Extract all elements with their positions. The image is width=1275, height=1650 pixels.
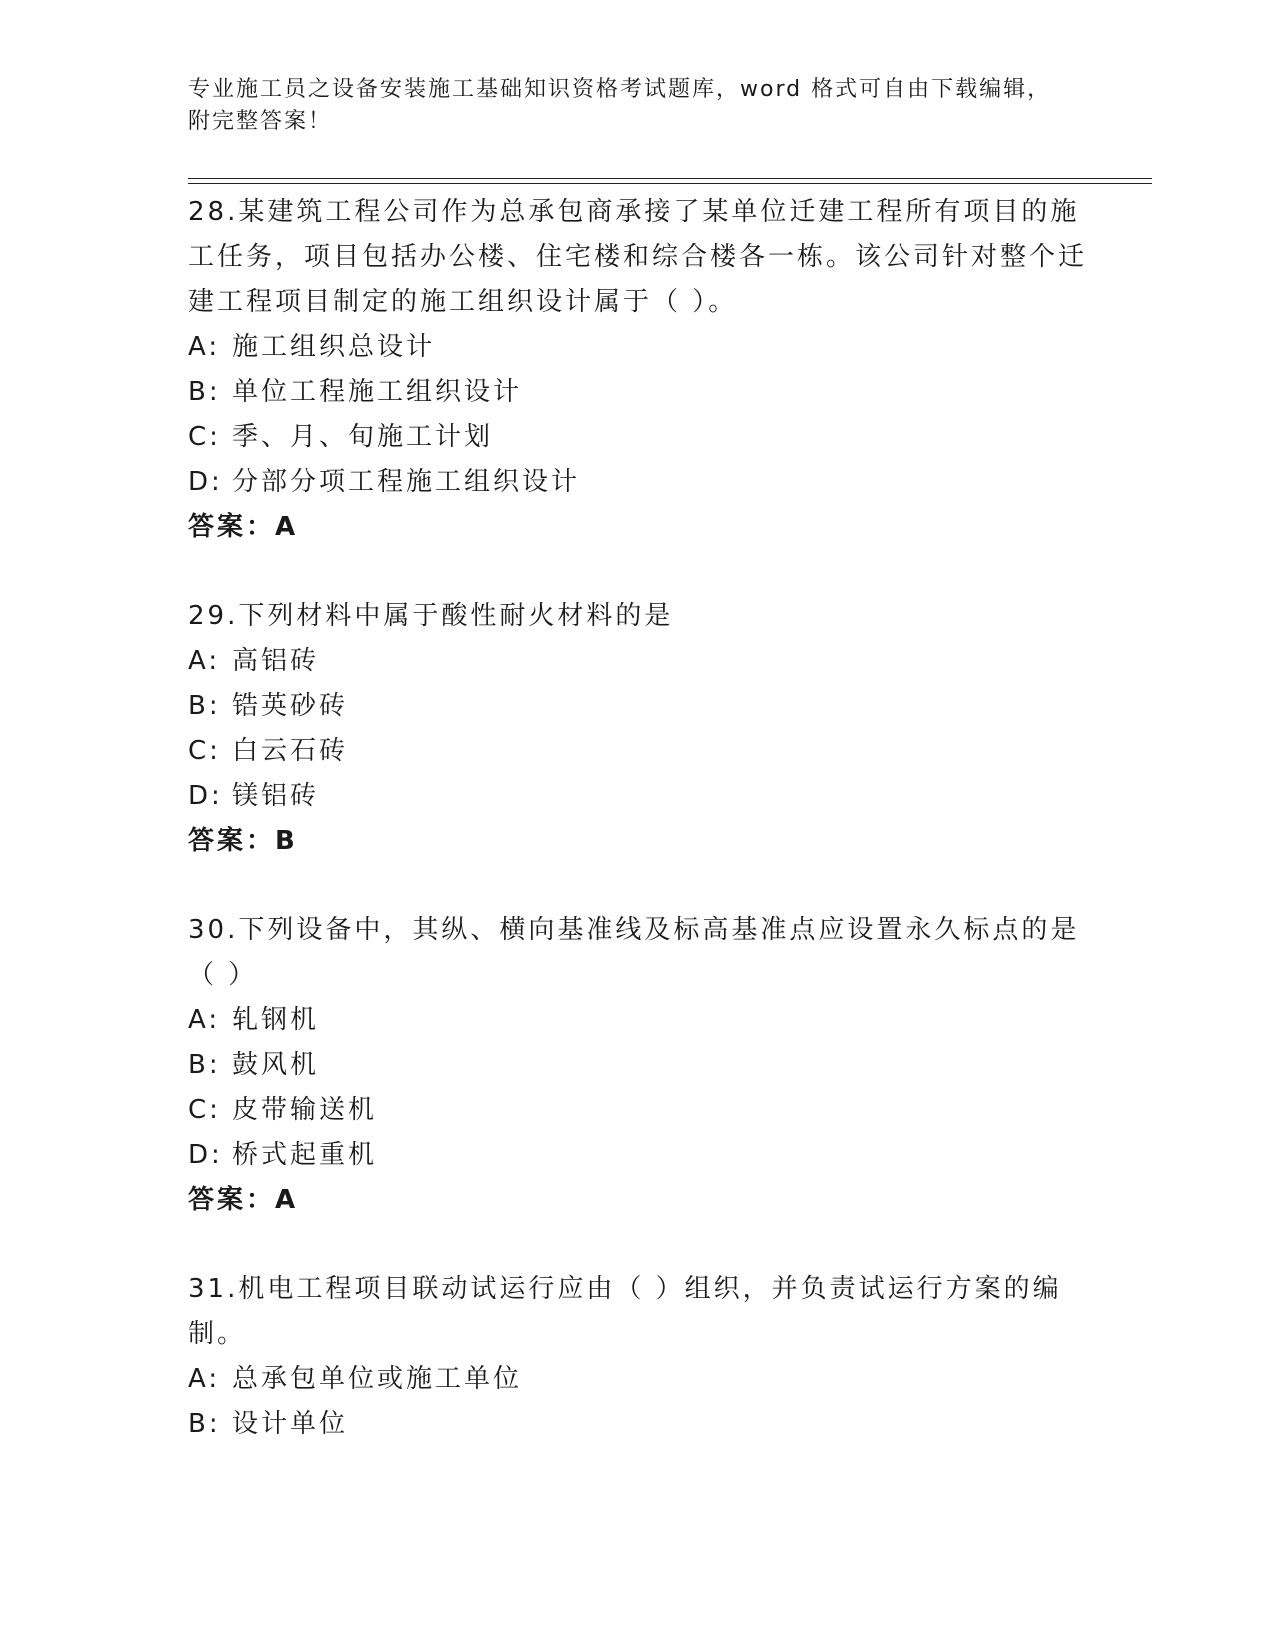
option-text: 季、月、旬施工计划: [232, 422, 494, 452]
question-29: [188, 594, 1088, 864]
option-key: B:: [188, 691, 221, 721]
question-stem: 28.某建筑工程公司作为总承包商承接了某单位迁建工程所有项目的施工任务，项目包括办公楼、住宅楼和综合楼各一栋。该公司针对整个迁建工程项目制定的施工组织设计属于（ ）。: [188, 197, 1088, 317]
answer-line: 答案：A: [188, 1185, 299, 1215]
option-b: [188, 684, 1088, 729]
question-stem: 30.下列设备中，其纵、横向基准线及标高基准点应设置永久标点的是（ ）: [188, 915, 1080, 990]
option-b: [188, 370, 1088, 415]
option-text: 桥式起重机: [232, 1140, 378, 1170]
option-b: [188, 1043, 1088, 1088]
question-30: [188, 908, 1088, 1223]
question-stem: 29.下列材料中属于酸性耐火材料的是: [188, 601, 674, 631]
option-text: 总承包单位或施工单位: [232, 1364, 523, 1394]
question-31: [188, 1267, 1088, 1447]
option-c: [188, 729, 1088, 774]
option-c: [188, 1088, 1088, 1133]
option-text: 单位工程施工组织设计: [232, 377, 523, 407]
option-key: A:: [188, 646, 221, 676]
option-key: A:: [188, 1364, 221, 1394]
option-key: A:: [188, 332, 221, 362]
option-key: B:: [188, 377, 221, 407]
option-key: D:: [188, 781, 223, 811]
option-text: 施工组织总设计: [232, 332, 436, 362]
option-key: C:: [188, 1095, 221, 1125]
option-d: [188, 1133, 1088, 1178]
option-key: B:: [188, 1409, 221, 1439]
option-key: C:: [188, 422, 221, 452]
answer-line: 答案：A: [188, 512, 299, 542]
option-text: 轧钢机: [232, 1005, 320, 1035]
header-divider-bottom: [188, 183, 1152, 184]
option-text: 白云石砖: [232, 736, 349, 766]
question-stem: 31.机电工程项目联动试运行应由（ ）组织，并负责试运行方案的编制。: [188, 1274, 1062, 1349]
option-a: [188, 325, 1088, 370]
answer-line: 答案：B: [188, 826, 298, 856]
option-key: D:: [188, 467, 223, 497]
option-d: [188, 460, 1088, 505]
option-text: 锆英砂砖: [232, 691, 349, 721]
option-key: C:: [188, 736, 221, 766]
option-text: 分部分项工程施工组织设计: [232, 467, 581, 497]
option-key: D:: [188, 1140, 223, 1170]
document-header: 专业施工员之设备安装施工基础知识资格考试题库，word 格式可自由下载编辑，附完整答案！: [188, 77, 1052, 134]
question-28: [188, 190, 1088, 550]
option-a: [188, 639, 1088, 684]
question-list: [188, 190, 1088, 1491]
header-divider-top: [188, 178, 1152, 179]
option-text: 设计单位: [232, 1409, 349, 1439]
option-text: 高铝砖: [232, 646, 320, 676]
option-a: [188, 1357, 1088, 1402]
option-key: B:: [188, 1050, 221, 1080]
option-text: 镁铝砖: [232, 781, 320, 811]
option-a: [188, 998, 1088, 1043]
option-d: [188, 774, 1088, 819]
option-c: [188, 415, 1088, 460]
option-key: A:: [188, 1005, 221, 1035]
option-b: [188, 1402, 1088, 1447]
option-text: 皮带输送机: [232, 1095, 378, 1125]
option-text: 鼓风机: [232, 1050, 320, 1080]
